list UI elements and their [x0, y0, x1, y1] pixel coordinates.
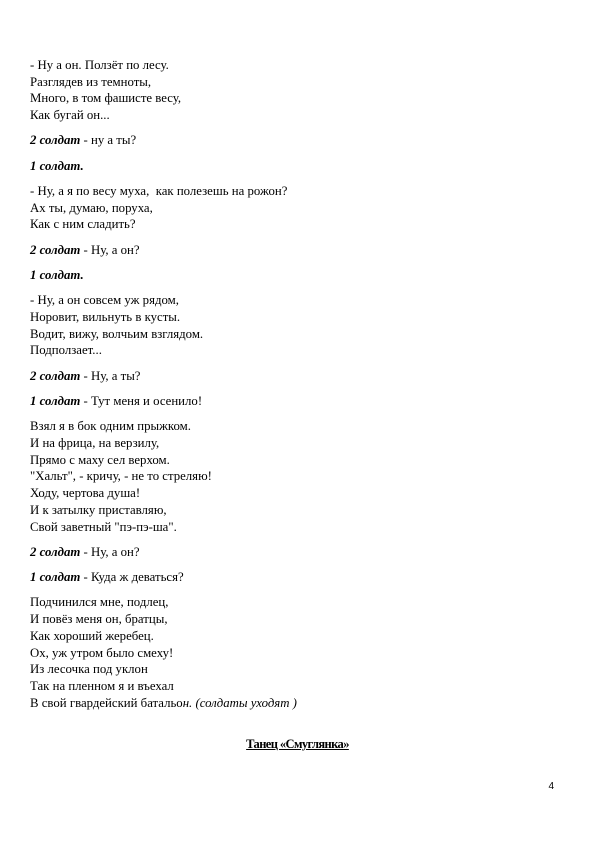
speaker-label: 1 солдат	[30, 394, 81, 408]
dialogue-line	[30, 393, 550, 410]
verse-text: В свой гвардейский батальо	[30, 695, 183, 710]
dialogue-line	[30, 132, 550, 149]
dialogue-text: - Тут меня и осенило!	[80, 394, 203, 408]
stanza	[30, 418, 550, 535]
speaker-label: 2 солдат	[30, 133, 81, 148]
verse-line: - Ну, а он совсем уж рядом,	[30, 293, 179, 308]
verse-line: Так на пленном я и въехал	[30, 678, 174, 693]
verse-line: Ох, уж утром было смеху!	[30, 645, 174, 660]
stanza	[30, 183, 550, 233]
dialogue-line	[30, 242, 550, 259]
dialogue-line	[30, 267, 550, 284]
speaker-label: 1 солдат.	[30, 268, 84, 282]
dialogue-text: - Куда ж деваться?	[80, 570, 184, 585]
verse-line: Как с ним сладить?	[30, 217, 136, 232]
speaker-label: 2 солдат	[30, 544, 81, 559]
speaker-label: 1 солдат	[30, 570, 81, 585]
dialogue-text: - Ну, а он?	[80, 544, 140, 559]
stanza	[30, 292, 550, 359]
speaker-label: 2 солдат	[30, 242, 81, 257]
verse-line: Много, в том фашисте весу,	[30, 91, 182, 106]
verse-line: И на фрица, на верзилу,	[30, 436, 160, 450]
section-title-block	[0, 735, 595, 753]
stanza	[30, 594, 550, 711]
verse-line: Из лесочка под уклон	[30, 662, 148, 677]
verse-line: Как хороший жеребец.	[30, 628, 154, 643]
dialogue-line	[30, 544, 550, 561]
dialogue-text: - ну а ты?	[80, 133, 137, 148]
verse-line: Свой заветный "пэ-пэ-ша".	[30, 519, 177, 534]
speaker-label: 2 солдат	[30, 368, 81, 383]
verse-line: Норовит, вильнуть в кусты.	[30, 310, 181, 324]
page-number: 4	[548, 781, 554, 792]
verse-line: Прямо с маху сел верхом.	[30, 452, 170, 467]
stanza	[30, 57, 550, 124]
verse-line: Ах ты, думаю, поруха,	[30, 200, 153, 215]
verse-line: Взял я в бок одним прыжком.	[30, 419, 191, 434]
verse-line: - Ну а он. Ползёт по лесу.	[30, 58, 169, 72]
dialogue-line	[30, 368, 550, 385]
verse-line: Подчинился мне, подлец,	[30, 595, 169, 610]
verse-line: И повёз меня он, братцы,	[30, 612, 168, 627]
verse-line: Ходу, чертова душа!	[30, 486, 141, 501]
verse-line: - Ну, а я по весу муха, как полезешь на рожон?	[30, 184, 288, 198]
dialogue-text: - Ну, а он?	[80, 242, 140, 257]
verse-line: "Хальт", - кричу, - не то стреляю!	[30, 469, 212, 484]
verse-line-with-stage-direction	[30, 695, 550, 712]
verse-line: Подползает...	[30, 343, 102, 358]
speaker-label: 1 солдат.	[30, 158, 84, 173]
verse-line: Разглядев из темноты,	[30, 74, 152, 89]
dialogue-line	[30, 158, 550, 175]
dialogue-line	[30, 569, 550, 586]
document-body	[30, 57, 550, 720]
verse-line: И к затылку приставляю,	[30, 502, 167, 517]
stage-direction: н. (солдаты уходят )	[182, 695, 297, 710]
dialogue-text: - Ну, а ты?	[80, 368, 141, 383]
verse-line: Водит, вижу, волчьим взглядом.	[30, 326, 204, 341]
section-title: Танец «Смуглянка»	[246, 737, 349, 751]
verse-line: Как бугай он...	[30, 108, 110, 123]
